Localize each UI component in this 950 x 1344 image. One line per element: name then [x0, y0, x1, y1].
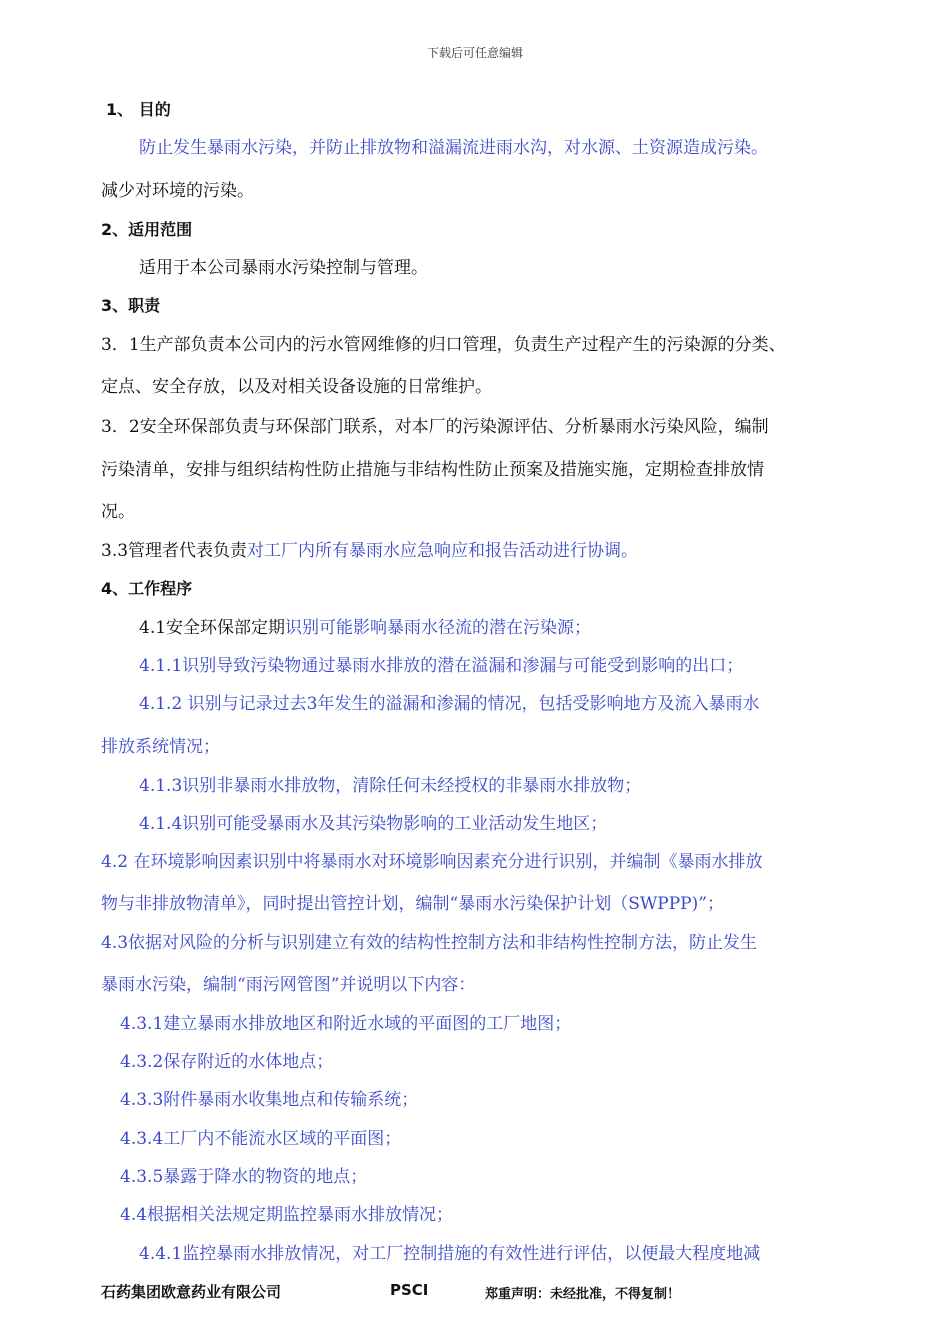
item-4-3-4: 4.3.4工厂内不能流水区域的平面图；	[120, 1129, 402, 1149]
section-2-heading: 2、适用范围	[101, 220, 193, 239]
item-4-1-1: 4.1.1识别导致污染物通过暴雨水排放的潜在溢漏和渗漏与可能受到影响的出口；	[139, 656, 744, 676]
section-3-3-highlight: 对工厂内所有暴雨水应急响应和报告活动进行协调。	[247, 541, 639, 561]
item-4-1-4: 4.1.4识别可能受暴雨水及其污染物影响的工业活动发生地区；	[139, 814, 608, 834]
footer-notice: 郑重声明：未经批准，不得复制！	[485, 1287, 681, 1302]
item-4-3-5: 4.3.5暴露于降水的物资的地点；	[120, 1167, 368, 1187]
item-4-3-3: 4.3.3附件暴雨水收集地点和传输系统；	[120, 1090, 419, 1110]
section-3-heading: 3、职责	[101, 296, 161, 315]
section-3-2-line-3: 况。	[101, 502, 135, 522]
section-3-2-line-1: 3．2安全环保部负责与环保部门联系，对本厂的污染源评估、分析暴雨水污染风险，编制	[101, 417, 769, 437]
section-3-3-prefix: 3.3管理者代表负责	[101, 541, 248, 561]
section-2-line-1: 适用于本公司暴雨水污染控制与管理。	[139, 258, 428, 278]
item-4-2-line-1: 4.2 在环境影响因素识别中将暴雨水对环境影响因素充分进行识别，并编制《暴雨水排放	[101, 852, 763, 872]
item-4-1-highlight: 识别可能影响暴雨水径流的潜在污染源；	[285, 618, 592, 638]
item-4-1-prefix: 4.1安全环保部定期	[139, 618, 286, 638]
section-3-1-line-2: 定点、安全存放，以及对相关设备设施的日常维护。	[101, 377, 492, 397]
section-4-heading: 4、工作程序	[101, 579, 193, 598]
section-3-2-line-2: 污染清单，安排与组织结构性防止措施与非结构性防止预案及措施实施，定期检查排放情	[101, 460, 764, 480]
item-4-1-3: 4.1.3识别非暴雨水排放物，清除任何未经授权的非暴雨水排放物；	[139, 776, 642, 796]
item-4-3-line-2: 暴雨水污染，编制“雨污网管图”并说明以下内容：	[101, 975, 476, 995]
page-header: 下载后可任意编辑	[426, 46, 523, 60]
item-4-1-2-line-2: 排放系统情况；	[101, 737, 220, 757]
item-4-4: 4.4根据相关法规定期监控暴雨水排放情况；	[120, 1205, 454, 1225]
item-4-4-1-line-1: 4.4.1监控暴雨水排放情况，对工厂控制措施的有效性进行评估，以便最大程度地减	[139, 1244, 761, 1264]
item-4-2-line-2: 物与非排放物清单》，同时提出管控计划，编制“暴雨水污染保护计划（SWPPP)”；	[101, 894, 724, 914]
section-3-1-line-1: 3．1生产部负责本公司内的污水管网维修的归口管理，负责生产过程产生的污染源的分类、	[101, 335, 786, 355]
section-1-line-2: 减少对环境的污染。	[101, 181, 254, 201]
item-4-3-2: 4.3.2保存附近的水体地点；	[120, 1052, 334, 1072]
item-4-3-1: 4.3.1建立暴雨水排放地区和附近水域的平面图的工厂地图；	[120, 1014, 572, 1034]
section-1-line-1: 防止发生暴雨水污染，并防止排放物和溢漏流进雨水沟，对水源、土资源造成污染。	[139, 138, 768, 158]
item-4-1	[139, 617, 591, 639]
footer-company: 石药集团欧意药业有限公司	[101, 1283, 282, 1301]
section-3-3-line	[101, 540, 638, 562]
item-4-1-2-line-1: 4.1.2 识别与记录过去3年发生的溢漏和渗漏的情况，包括受影响地方及流入暴雨水	[139, 694, 760, 714]
section-1-heading: 1、 目的	[106, 100, 171, 119]
footer-code: PSCI	[390, 1281, 429, 1299]
item-4-3-line-1: 4.3依据对风险的分析与识别建立有效的结构性控制方法和非结构性控制方法，防止发生	[101, 933, 758, 953]
